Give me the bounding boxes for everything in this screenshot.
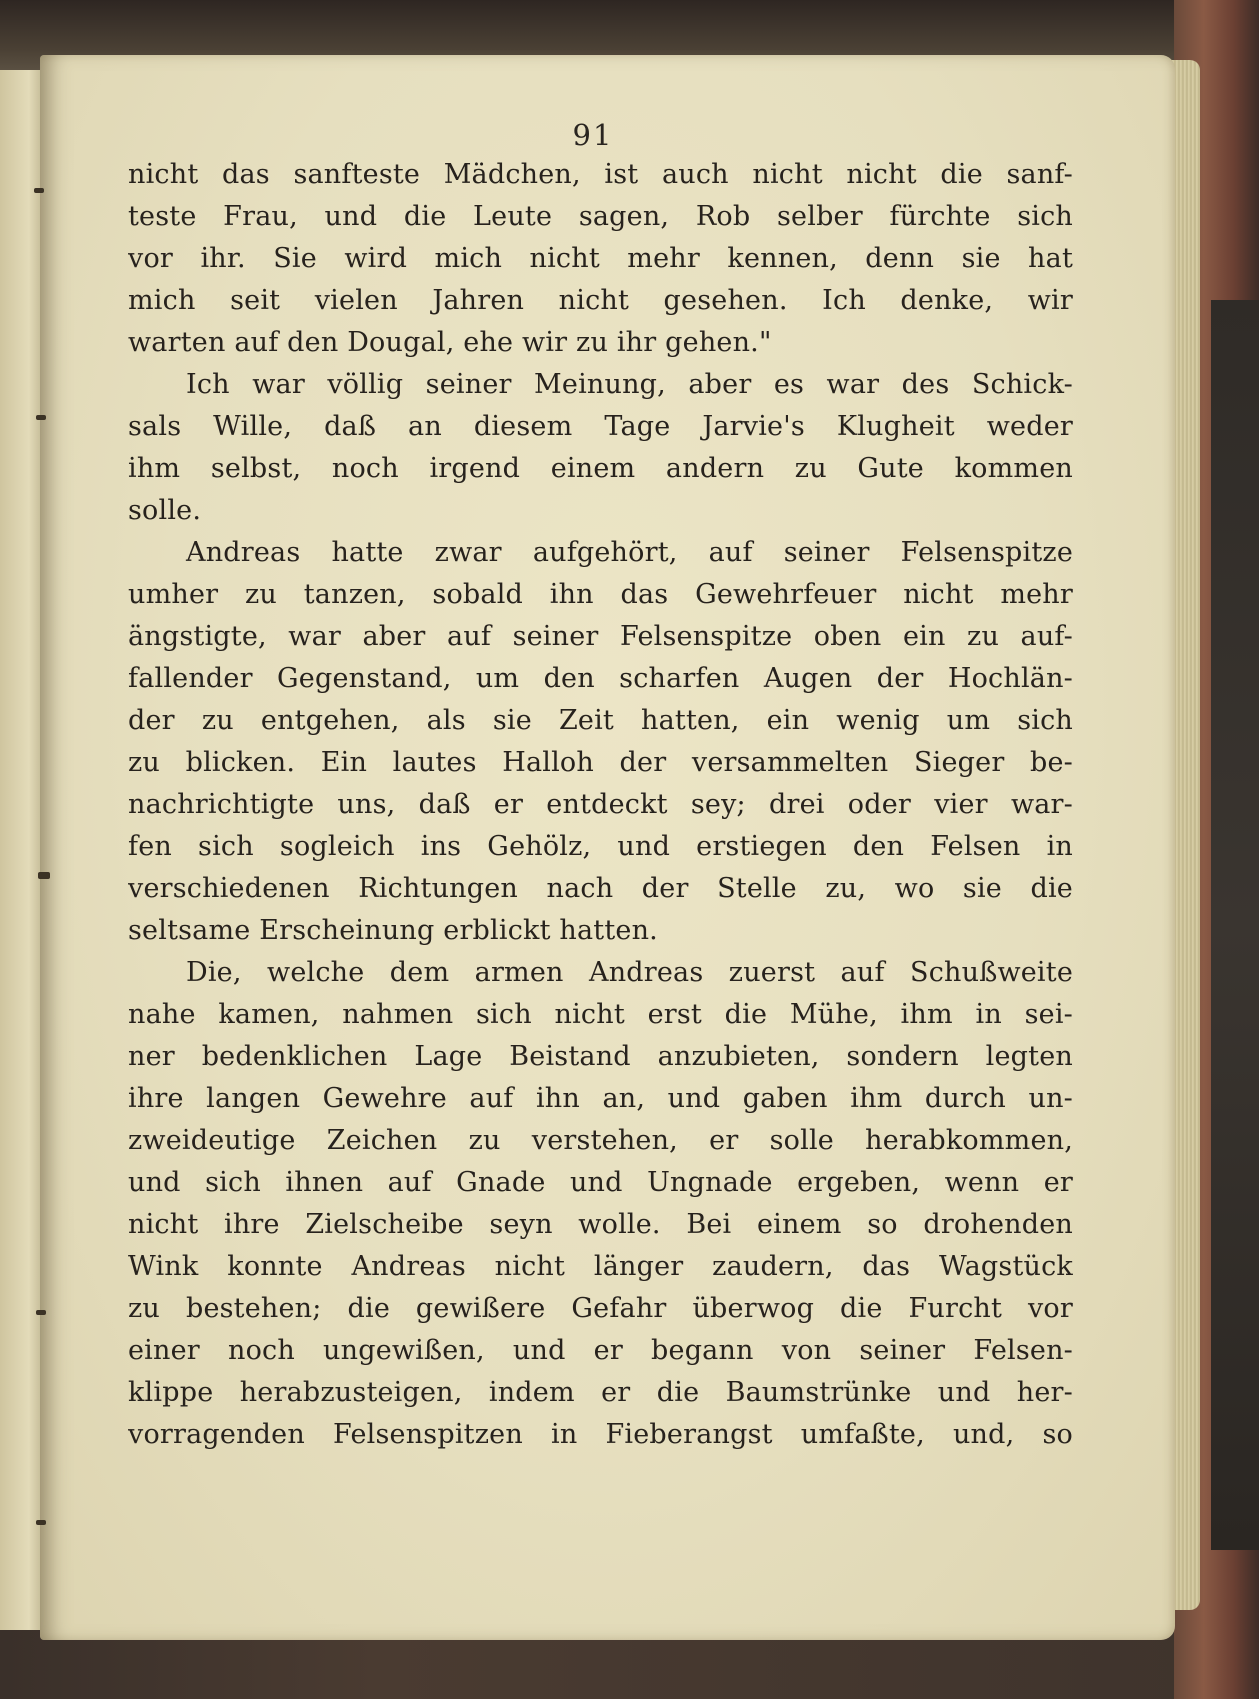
text-line: sals Wille, daß an diesem Tage Jarvie's Klugheit weder — [128, 411, 1073, 442]
gutter-mark — [34, 188, 44, 193]
text-line: zu bestehen; die gewißere Gefahr überwog die Furcht vor — [128, 1293, 1073, 1324]
gutter-mark — [36, 1310, 46, 1315]
text-line: klippe herabzusteigen, indem er die Baumstrünke und her- — [128, 1377, 1073, 1408]
text-line: solle. — [128, 495, 202, 526]
paragraph-start-line: Andreas hatte zwar aufgehört, auf seiner Felsenspitze — [186, 537, 1073, 568]
text-line: der zu entgehen, als sie Zeit hatten, ein wenig um sich — [128, 705, 1073, 736]
text-line: zu blicken. Ein lautes Halloh der versammelten Sieger be- — [128, 747, 1073, 778]
text-line: und sich ihnen auf Gnade und Ungnade ergeben, wenn er — [128, 1167, 1073, 1198]
text-line: ihm selbst, noch irgend einem andern zu Gute kommen — [128, 453, 1073, 484]
text-line: vor ihr. Sie wird mich nicht mehr kennen, denn sie hat — [128, 243, 1073, 274]
book-cover-cloth — [1211, 300, 1259, 1550]
paragraph-start-line: Ich war völlig seiner Meinung, aber es war des Schick- — [186, 369, 1073, 400]
text-line: seltsame Erscheinung erblickt hatten. — [128, 915, 658, 946]
text-line: nahe kamen, nahmen sich nicht erst die Mühe, ihm in sei- — [128, 999, 1073, 1030]
paragraph-start-line: Die, welche dem armen Andreas zuerst auf Schußweite — [186, 957, 1073, 988]
gutter-mark — [38, 872, 50, 879]
text-line: zweideutige Zeichen zu verstehen, er solle herabkommen, — [128, 1125, 1073, 1156]
text-line: fallender Gegenstand, um den scharfen Augen der Hochlän- — [128, 663, 1073, 694]
text-line: einer noch ungewißen, und er begann von seiner Felsen- — [128, 1335, 1073, 1366]
text-line: Wink konnte Andreas nicht länger zaudern, das Wagstück — [128, 1251, 1073, 1282]
text-line: verschiedenen Richtungen nach der Stelle zu, wo sie die — [128, 873, 1073, 904]
text-line: nicht ihre Zielscheibe seyn wolle. Bei einem so drohenden — [128, 1209, 1073, 1240]
text-line: vorragenden Felsenspitzen in Fieberangst umfaßte, und, so — [128, 1419, 1073, 1450]
text-line: ängstigte, war aber auf seiner Felsenspitze oben ein zu auf- — [128, 621, 1073, 652]
text-line: ihre langen Gewehre auf ihn an, und gaben ihm durch un- — [128, 1083, 1073, 1114]
text-line: nachrichtigte uns, daß er entdeckt sey; drei oder vier war- — [128, 789, 1073, 820]
gutter-mark — [36, 415, 46, 420]
gutter-mark — [36, 1520, 46, 1525]
text-line: teste Frau, und die Leute sagen, Rob selber fürchte sich — [128, 201, 1073, 232]
text-line: fen sich sogleich ins Gehölz, und erstiegen den Felsen in — [128, 831, 1073, 862]
text-line: mich seit vielen Jahren nicht gesehen. Ich denke, wir — [128, 285, 1073, 316]
text-line: ner bedenklichen Lage Beistand anzubieten, sondern legten — [128, 1041, 1073, 1072]
text-line: umher zu tanzen, sobald ihn das Gewehrfeuer nicht mehr — [128, 579, 1073, 610]
text-line: warten auf den Dougal, ehe wir zu ihr gehen." — [128, 327, 772, 358]
text-line: nicht das sanfteste Mädchen, ist auch nicht nicht die sanf- — [128, 159, 1073, 190]
body-text — [128, 154, 1073, 1456]
page-number: 91 — [572, 118, 614, 152]
